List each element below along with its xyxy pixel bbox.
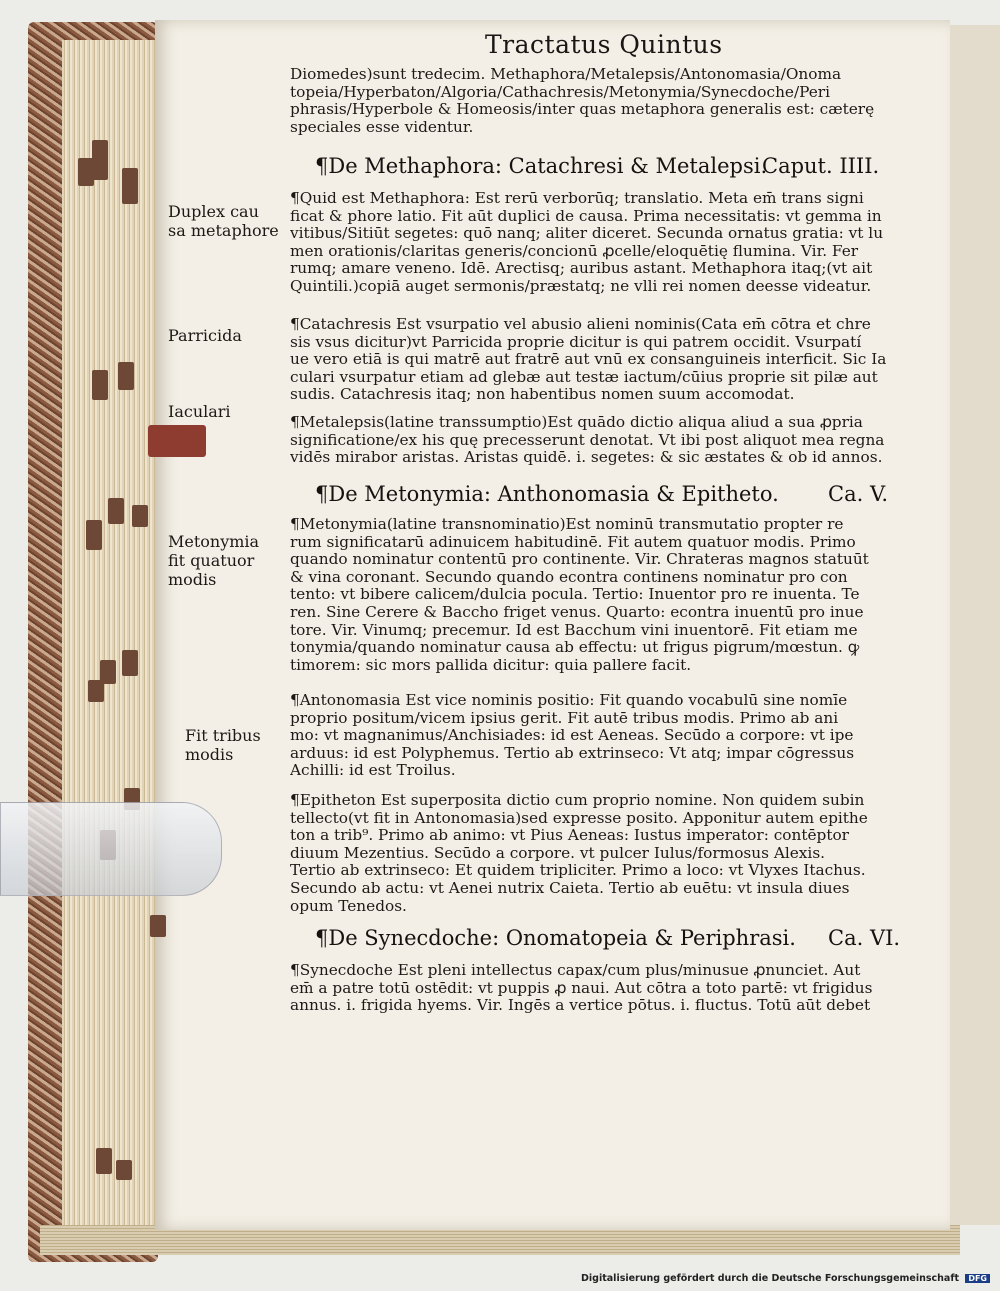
text-block-1 bbox=[290, 66, 908, 136]
marginal-line: Parricida bbox=[168, 326, 242, 345]
marginal-note bbox=[168, 402, 231, 421]
text-line: ¶Quid est Methaphora: Est rerū verborūq; translatio. Meta em̄ trans signi bbox=[290, 190, 864, 207]
text-line: ren. Sine Cerere & Baccho friget venus. Quarto: econtra inuentū pro inue bbox=[290, 603, 864, 621]
index-tab bbox=[96, 1148, 112, 1174]
text-line: Tertio ab extrinseco: Et quidem tripliciter. Primo a loco: vt Vlyxes Itachus. bbox=[290, 862, 866, 880]
chapter-number: Ca. VI. bbox=[828, 926, 901, 950]
text-line: tento: vt bibere calicem/dulcia pocula. Tertio: Inuentor pro re inuenta. Te bbox=[290, 586, 860, 604]
text-block-2 bbox=[290, 190, 908, 296]
text-line: diuum Mezentius. Secūdo a corpore. vt pulcer Iulus/formosus Alexis. bbox=[290, 844, 826, 862]
chapter-number: Ca. V. bbox=[828, 482, 889, 506]
text-line: tore. Vir. Vinumq; precemur. Id est Bacchum vini inuentorē. Fit etiam me bbox=[290, 621, 858, 639]
text-block-4 bbox=[290, 414, 908, 467]
text-block-3 bbox=[290, 316, 908, 404]
marginal-note bbox=[168, 202, 279, 240]
running-head: Tractatus Quintus bbox=[485, 30, 723, 59]
text-line: sudis. Catachresis itaq; non habentibus nomen suum accomodat. bbox=[290, 386, 795, 404]
text-line: annus. i. frigida hyems. Vir. Ingēs a vertice pōtus. i. fluctus. Totū aūt debet bbox=[290, 997, 871, 1015]
index-tab bbox=[108, 498, 124, 524]
text-line: Achilli: id est Troilus. bbox=[290, 762, 456, 780]
index-tab bbox=[92, 370, 108, 400]
text-block-5 bbox=[290, 516, 908, 674]
text-line: em̄ a patre totū ostēdit: vt puppis ꝓ naui. Aut cōtra a toto partē: vt frigidus bbox=[290, 979, 873, 997]
text-line: vidēs mirabor aristas. Aristas quidē. i. segetes: & sic æstates & ob id annos. bbox=[290, 449, 883, 467]
index-tab bbox=[122, 168, 138, 204]
marginal-note bbox=[168, 326, 242, 345]
text-block-8 bbox=[290, 962, 908, 1015]
text-line: sis vsus dicitur)vt Parricida proprie dicitur is qui patrem occidit. Vsurpatí bbox=[290, 333, 862, 351]
text-line: tonymia/quando nominatur causa ab effectu: ut frigus pigrum/mœstun. ꝙ bbox=[290, 639, 860, 657]
text-line: Secundo ab actu: vt Aenei nutrix Caieta. Tertio ab euētu: vt insula diues bbox=[290, 879, 850, 897]
index-tab bbox=[118, 362, 134, 390]
facing-page-edge bbox=[945, 25, 1000, 1225]
text-line: & vina coronant. Secundo quando econtra continens nominatur pro con bbox=[290, 568, 848, 586]
text-line: Diomedes)sunt tredecim. Methaphora/Metalepsis/Antonomasia/Onoma bbox=[290, 66, 842, 83]
text-line: ¶Epitheton Est superposita dictio cum proprio nomine. Non quidem subin bbox=[290, 792, 865, 809]
text-line: vitibus/Sitiūt segetes: quō nanq; aliter diceret. Secunda ornatus gratia: vt lu bbox=[290, 225, 884, 243]
marginal-line: Fit tribus bbox=[185, 726, 261, 745]
text-line: quando nominatur contentū pro continente. Vir. Chrateras magnos statuūt bbox=[290, 551, 869, 569]
chapter-heading: ¶De Methaphora: Catachresi & Metalepsi. bbox=[315, 154, 768, 178]
index-tab bbox=[122, 650, 138, 676]
page-edges bbox=[62, 40, 162, 1230]
index-tab bbox=[92, 140, 108, 180]
chapter-number: Caput. IIII. bbox=[762, 154, 880, 178]
footer-credit bbox=[581, 1273, 990, 1284]
index-tab bbox=[116, 1160, 132, 1180]
dfg-logo: DFG bbox=[965, 1274, 990, 1283]
text-line: ¶Catachresis Est vsurpatio vel abusio alieni nominis(Cata em̄ cōtra et chre bbox=[290, 316, 871, 333]
red-bookmark-tab bbox=[148, 425, 206, 457]
index-tab bbox=[150, 915, 166, 937]
text-line: ue vero etiā is qui matrē aut fratrē aut vnū ex consanguineis interficit. Sic Ia bbox=[290, 351, 887, 369]
text-line: Quintili.)copiā auget sermonis/præstatq; ne vlli rei nomen deesse videatur. bbox=[290, 277, 872, 295]
index-tab bbox=[88, 680, 104, 702]
text-line: topeia/Hyperbaton/Algoria/Cathachresis/Metonymia/Synecdoche/Peri bbox=[290, 83, 830, 101]
text-line: ¶Metalepsis(latine transsumptio)Est quādo dictio aliqua aliud a sua ꝓpria bbox=[290, 414, 863, 431]
marginal-line: Iaculari bbox=[168, 402, 231, 421]
text-line: phrasis/Hyperbole & Homeosis/inter quas metaphora generalis est: cæterę bbox=[290, 101, 875, 119]
index-tab bbox=[78, 158, 94, 186]
text-line: ¶Synecdoche Est pleni intellectus capax/cum plus/minusue ꝓnunciet. Aut bbox=[290, 962, 861, 979]
text-line: rum significatarū adinuicem habitudinē. Fit autem quatuor modis. Primo bbox=[290, 533, 856, 551]
chapter-heading: ¶De Synecdoche: Onomatopeia & Periphrasi. bbox=[315, 926, 796, 950]
text-line: ficat & phore latio. Fit aūt duplici de causa. Prima necessitatis: vt gemma in bbox=[290, 207, 882, 225]
text-line: ¶Antonomasia Est vice nominis positio: Fit quando vocabulū sine nomīe bbox=[290, 692, 848, 709]
text-line: proprio positum/vicem ipsius gerit. Fit autē tribus modis. Primo ab ani bbox=[290, 709, 839, 727]
text-line: ¶Metonymia(latine transnominatio)Est nominū transmutatio propter re bbox=[290, 516, 844, 533]
index-tab bbox=[132, 505, 148, 527]
marginal-line: sa metaphore bbox=[168, 221, 279, 240]
text-line: rumq; amare veneno. Idē. Arectisq; auribus astant. Methaphora itaq;(vt ait bbox=[290, 260, 873, 278]
text-line: arduus: id est Polyphemus. Tertio ab extrinseco: Vt atq; impar cōgressus bbox=[290, 744, 855, 762]
marginal-note bbox=[185, 726, 261, 764]
text-line: timorem: sic mors pallida dicitur: quia pallere facit. bbox=[290, 656, 692, 674]
marginal-line: Duplex cau bbox=[168, 202, 259, 221]
text-line: culari vsurpatur etiam ad glebæ aut testæ iactum/cūius proprie sit pilæ aut bbox=[290, 368, 878, 386]
text-line: opum Tenedos. bbox=[290, 897, 407, 915]
marginal-line: fit quatuor bbox=[168, 551, 255, 570]
text-line: significatione/ex his quę precesserunt denotat. Vt ibi post aliquot mea regna bbox=[290, 431, 885, 449]
marginal-line: Metonymia bbox=[168, 532, 260, 551]
text-line: mo: vt magnanimus/Anchisiades: id est Aeneas. Secūdo a corpore: vt ipe bbox=[290, 727, 854, 745]
text-line: speciales esse videntur. bbox=[290, 118, 474, 136]
marginal-line: modis bbox=[185, 745, 234, 764]
marginal-line: modis bbox=[168, 570, 217, 589]
text-line: tellecto(vt fit in Antonomasia)sed expresse posito. Apponitur autem epithe bbox=[290, 809, 868, 827]
text-block-7 bbox=[290, 792, 908, 915]
text-line: ton a trib⁹. Primo ab animo: vt Pius Aeneas: Iustus imperator: contēptor bbox=[290, 827, 849, 845]
text-line: men orationis/claritas generis/concionū ꝓcelle/eloquētię flumina. Vir. Fer bbox=[290, 242, 859, 260]
index-tab bbox=[86, 520, 102, 550]
marginal-note bbox=[168, 532, 259, 589]
footer-text: Digitalisierung gefördert durch die Deutsche Forschungsgemeinschaft bbox=[581, 1273, 960, 1284]
text-block-6 bbox=[290, 692, 908, 780]
glass-page-weight bbox=[0, 802, 222, 896]
chapter-heading: ¶De Metonymia: Anthonomasia & Epitheto. bbox=[315, 482, 779, 506]
